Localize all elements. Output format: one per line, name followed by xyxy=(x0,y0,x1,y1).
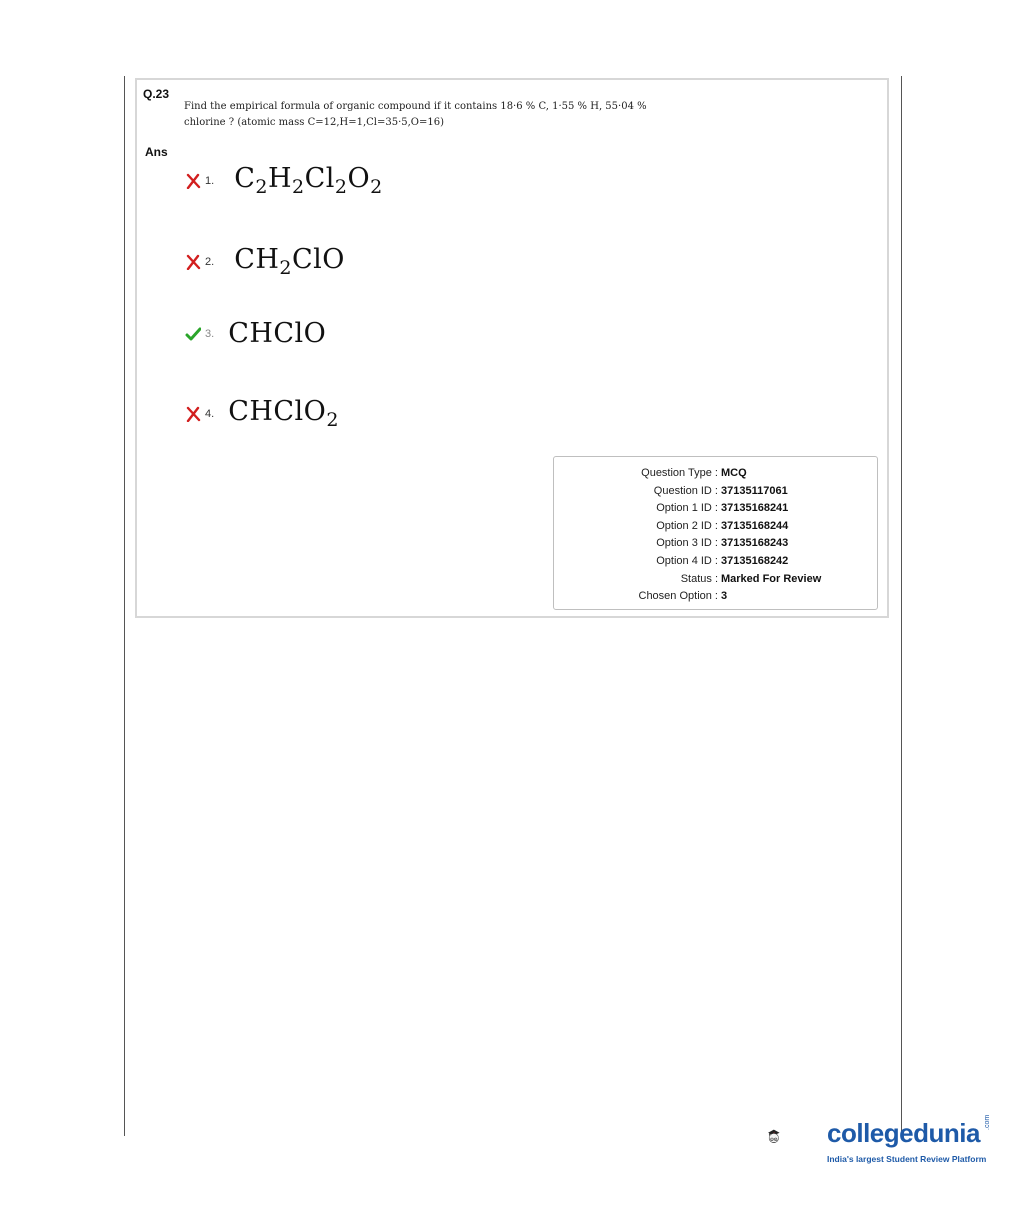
brand-suffix: .com xyxy=(984,1114,991,1130)
question-number: Q.23 xyxy=(143,87,170,101)
cross-icon xyxy=(185,173,201,189)
option-formula: CHClO xyxy=(228,318,327,349)
question-info-panel xyxy=(553,456,878,610)
brand-tagline: India's largest Student Review Platform xyxy=(827,1154,987,1164)
cross-icon xyxy=(185,254,201,270)
cross-icon xyxy=(185,406,201,422)
option-number: 2. xyxy=(205,255,215,268)
question-text xyxy=(184,99,684,131)
info-row-option-2-id: Option 2 ID : 37135168244 xyxy=(656,519,789,532)
info-row-option-3-id: Option 3 ID : 37135168243 xyxy=(656,537,789,550)
option-3[interactable] xyxy=(185,318,326,349)
info-row-chosen-option: Chosen Option : 3 xyxy=(638,590,728,603)
question-text-line-1: Find the empirical formula of organic compound if it contains 18·6 % C, 1·55 % H, 55·04 % xyxy=(184,101,647,112)
option-1[interactable] xyxy=(185,163,383,198)
option-4[interactable] xyxy=(185,396,339,431)
info-row-status: Status : Marked For Review xyxy=(680,572,822,585)
info-row-question-id: Question ID : 37135117061 xyxy=(653,484,788,497)
check-icon xyxy=(185,326,201,342)
option-formula: $C_2H_2Cl_2O_2$ xyxy=(234,163,383,198)
option-number: 4. xyxy=(205,407,215,420)
question-text-line-2: chlorine ? (atomic mass C=12,H=1,Cl=35·5,O=16) xyxy=(184,117,445,128)
option-formula: $CH_2ClO$ xyxy=(234,244,345,279)
info-row-option-1-id: Option 1 ID : 37135168241 xyxy=(656,502,789,515)
page-right-rule xyxy=(901,76,902,1136)
info-row-question-type: Question Type : MCQ xyxy=(641,467,747,479)
answer-label: Ans xyxy=(145,145,168,159)
option-2[interactable] xyxy=(185,244,345,279)
option-number: 1. xyxy=(205,174,215,187)
collegedunia-mascot-logo xyxy=(766,1103,826,1173)
brand-name: collegedunia xyxy=(827,1118,980,1148)
info-row-option-4-id: Option 4 ID : 37135168242 xyxy=(656,554,789,567)
option-number: 3. xyxy=(205,327,215,340)
option-formula: CHClO$_2$ xyxy=(228,396,339,431)
page-left-rule xyxy=(124,76,125,1136)
